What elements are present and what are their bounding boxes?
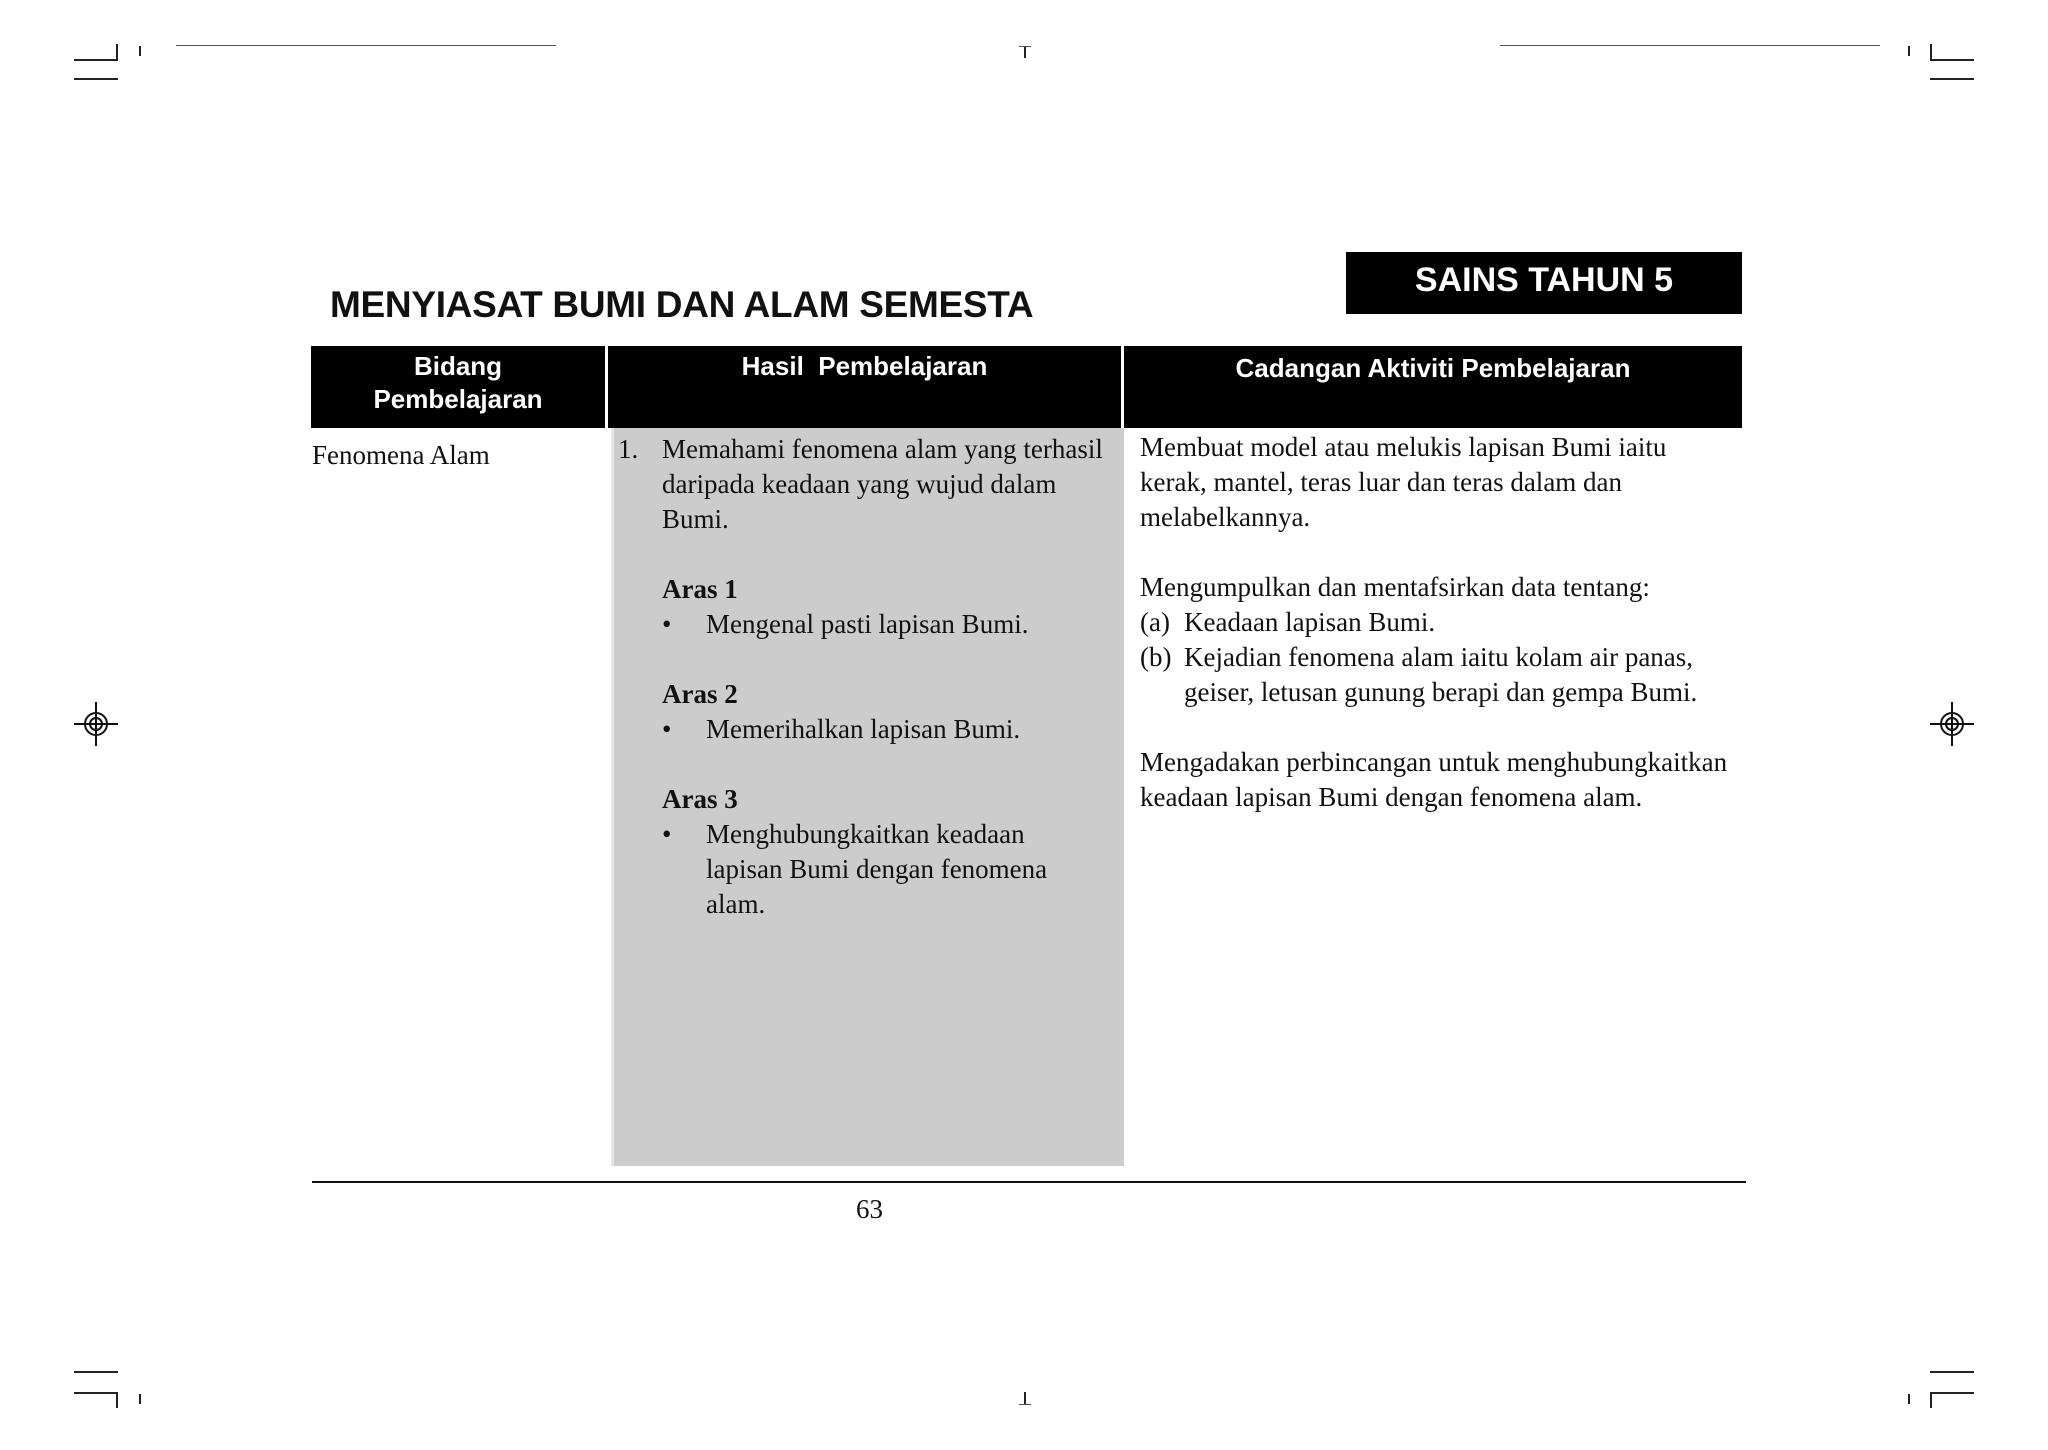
activity-paragraph: Membuat model atau melukis lapisan Bumi iaitu kerak, mantel, teras luar dan teras dalam dan melabelkannya. (1140, 432, 1667, 532)
crop-mark (1930, 1371, 1974, 1373)
level-label: Aras 3 (662, 784, 738, 814)
crop-mark (139, 1394, 141, 1404)
level-bullet (662, 817, 1108, 922)
activity-subitem (1140, 605, 1740, 640)
learning-area: Fenomena Alam (312, 440, 490, 470)
column-header-outcome: Hasil Pembelajaran (608, 346, 1121, 428)
level-text: Menghubungkaitkan keadaan lapisan Bumi dengan fenomena alam. (706, 819, 1048, 919)
registration-mark-icon (1928, 700, 1976, 748)
column-header-line: Pembelajaran (373, 384, 543, 414)
crop-mark (74, 1371, 118, 1373)
level-text: Memerihalkan lapisan Bumi. (706, 714, 1021, 744)
crop-mark (74, 78, 118, 80)
level-label: Aras 2 (662, 679, 738, 709)
registration-mark-icon (72, 700, 120, 748)
crop-mark (74, 59, 118, 61)
suggested-activities (1140, 430, 1740, 815)
level-block (618, 782, 1108, 922)
bottom-rule (312, 1181, 1746, 1183)
bullet-icon: • (662, 714, 672, 744)
crop-mark (1908, 1394, 1910, 1404)
crop-mark (1024, 46, 1026, 58)
column-header-area (311, 346, 605, 428)
subitem-marker: (b) (1140, 642, 1172, 672)
crop-mark (139, 46, 141, 56)
crop-mark (1908, 46, 1910, 56)
level-label: Aras 1 (662, 574, 738, 604)
crop-mark (74, 1392, 118, 1394)
level-text: Mengenal pasti lapisan Bumi. (706, 609, 1029, 639)
bullet-icon: • (662, 819, 672, 849)
outcome-item (618, 432, 1108, 537)
crop-mark (1930, 44, 1932, 60)
level-bullet (662, 607, 1108, 642)
level-bullet (662, 712, 1108, 747)
crop-mark (1024, 1392, 1026, 1404)
activity-paragraph: Mengumpulkan dan mentafsirkan data tentang: (1140, 572, 1650, 602)
crop-mark (176, 45, 556, 46)
page-title: MENYIASAT BUMI DAN ALAM SEMESTA (330, 284, 1034, 325)
crop-mark (116, 44, 118, 60)
crop-mark (1019, 1404, 1031, 1405)
subitem-marker: (a) (1140, 607, 1170, 637)
subitem-text: Kejadian fenomena alam iaitu kolam air panas, geiser, letusan gunung berapi dan gempa Bumi. (1184, 642, 1698, 707)
level-block (618, 572, 1108, 642)
subitem-text: Keadaan lapisan Bumi. (1184, 607, 1436, 637)
crop-mark (1930, 1392, 1974, 1394)
level-block (618, 677, 1108, 747)
outcome-number: 1. (618, 434, 639, 464)
activity-paragraph: Mengadakan perbincangan untuk menghubungkaitkan keadaan lapisan Bumi dengan fenomena alam. (1140, 747, 1728, 812)
crop-mark (1930, 78, 1974, 80)
bullet-icon: • (662, 609, 672, 639)
subject-badge: SAINS TAHUN 5 (1346, 252, 1742, 314)
crop-mark (1930, 59, 1974, 61)
column-header-activities: Cadangan Aktiviti Pembelajaran (1124, 346, 1742, 428)
activity-subitem (1140, 640, 1740, 710)
outcome-text: Memahami fenomena alam yang terhasil daripada keadaan yang wujud dalam Bumi. (662, 434, 1103, 534)
column-header-line: Bidang (413, 351, 503, 381)
crop-mark (1930, 1392, 1932, 1408)
crop-mark (1500, 45, 1880, 46)
crop-mark (116, 1392, 118, 1408)
learning-outcome (618, 432, 1108, 922)
page-number: 63 (856, 1194, 883, 1224)
crop-mark (1019, 46, 1031, 47)
